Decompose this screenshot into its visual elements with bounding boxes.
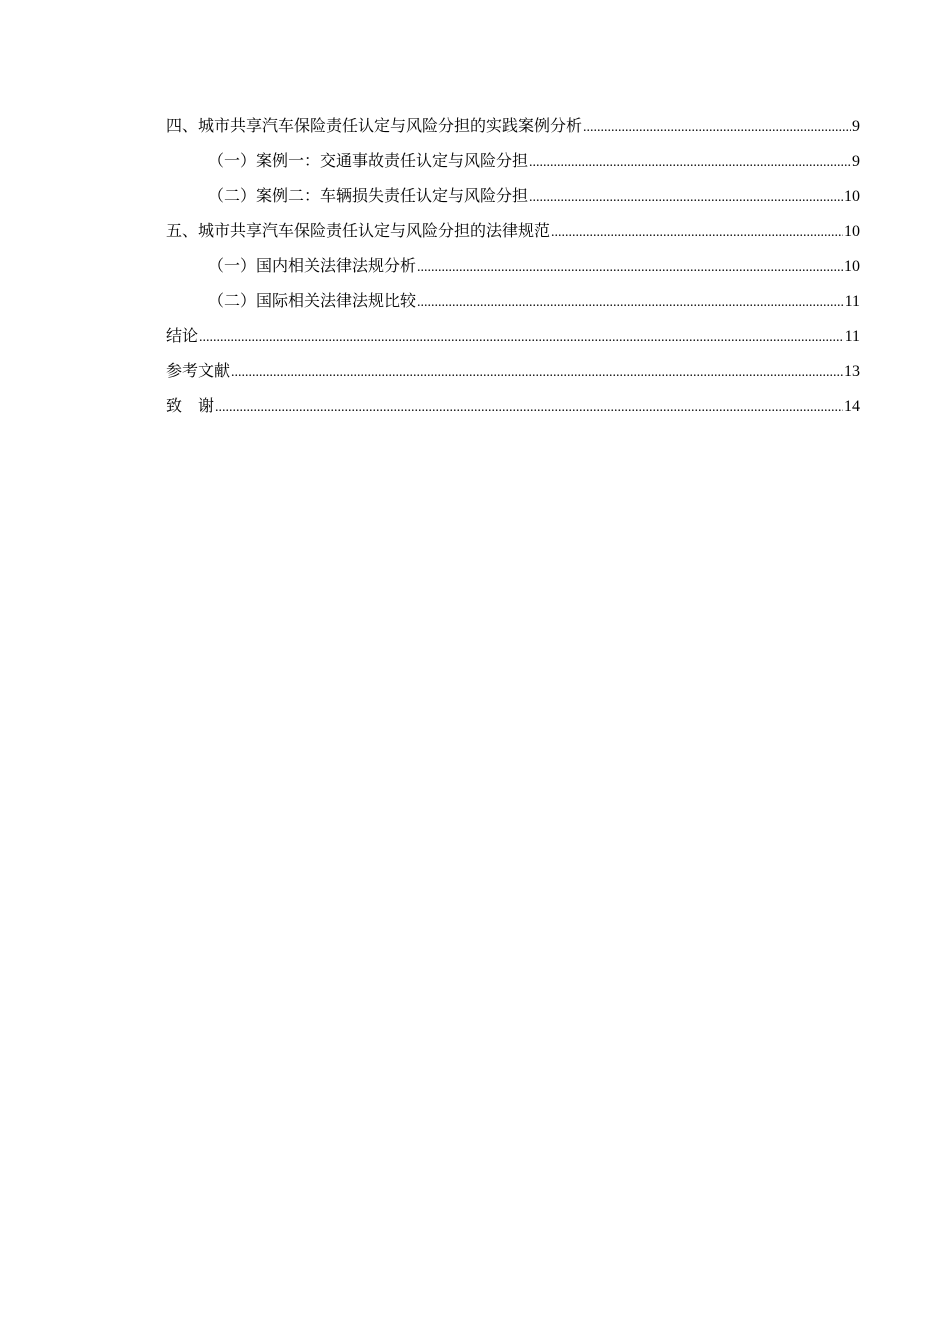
toc-entry-title: （一）案例一：交通事故责任认定与风险分担 — [208, 151, 529, 170]
toc-entry-title: 结论 — [166, 326, 199, 345]
toc-dot-leader — [551, 215, 843, 250]
toc-entry-page: 10 — [844, 188, 860, 205]
toc-entry-section-5[interactable] — [166, 213, 860, 248]
table-of-contents — [166, 108, 860, 423]
toc-dot-leader — [417, 250, 843, 285]
toc-entry-section-4[interactable] — [166, 108, 860, 143]
toc-entry-title: （二）案例二：车辆损失责任认定与风险分担 — [208, 186, 529, 205]
toc-entry-title: 参考文献 — [166, 361, 231, 380]
toc-dot-leader — [529, 180, 843, 215]
toc-entry-title: 致 谢 — [166, 396, 215, 415]
toc-entry-section-5-2[interactable] — [166, 283, 860, 318]
toc-dot-leader — [199, 320, 844, 355]
toc-dot-leader — [529, 145, 851, 180]
toc-entry-page: 9 — [852, 118, 860, 135]
toc-entry-page: 9 — [852, 153, 860, 170]
toc-entry-section-5-1[interactable] — [166, 248, 860, 283]
toc-dot-leader — [417, 285, 844, 320]
toc-entry-section-4-2[interactable] — [166, 178, 860, 213]
toc-entry-page: 13 — [844, 363, 860, 380]
toc-entry-page: 11 — [844, 293, 860, 310]
toc-entry-title: 五、城市共享汽车保险责任认定与风险分担的法律规范 — [166, 221, 551, 240]
toc-entry-page: 10 — [844, 223, 860, 240]
toc-entry-title: 四、城市共享汽车保险责任认定与风险分担的实践案例分析 — [166, 116, 583, 135]
toc-entry-page: 10 — [844, 258, 860, 275]
toc-entry-acknowledgements[interactable] — [166, 388, 860, 423]
toc-entry-page: 14 — [844, 398, 860, 415]
toc-dot-leader — [583, 110, 851, 145]
toc-dot-leader — [231, 355, 843, 390]
toc-entry-references[interactable] — [166, 353, 860, 388]
toc-entry-title: （一）国内相关法律法规分析 — [208, 256, 417, 275]
toc-entry-page: 11 — [844, 328, 860, 345]
toc-entry-title: （二）国际相关法律法规比较 — [208, 291, 417, 310]
toc-dot-leader — [215, 390, 843, 425]
toc-entry-conclusion[interactable] — [166, 318, 860, 353]
toc-entry-section-4-1[interactable] — [166, 143, 860, 178]
